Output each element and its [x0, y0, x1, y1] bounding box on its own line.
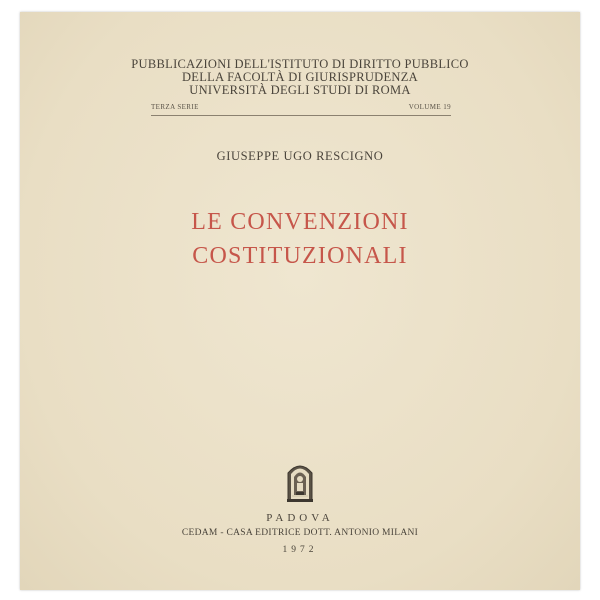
- book-title-line-2: COSTITUZIONALI: [192, 243, 408, 269]
- series-line-1: PUBBLICAZIONI DELL'ISTITUTO DI DIRITTO PUBBLICO: [131, 57, 469, 71]
- header-divider: [151, 115, 451, 116]
- book-title-line-1: LE CONVENZIONI: [191, 209, 409, 235]
- series-line-3: UNIVERSITÀ DEGLI STUDI DI ROMA: [189, 83, 411, 97]
- volume-label: VOLUME 19: [408, 103, 451, 111]
- series-line-2: DELLA FACOLTÀ DI GIURISPRUDENZA: [181, 70, 419, 84]
- publisher-emblem-icon: [284, 459, 316, 503]
- book-title-page: [20, 12, 580, 590]
- imprint-place: PADOVA: [266, 512, 334, 524]
- book-title: [20, 205, 580, 273]
- author-name: GIUSEPPE UGO RESCIGNO: [216, 149, 384, 163]
- series-header: [20, 58, 580, 97]
- series-label: TERZA SERIE: [151, 103, 199, 111]
- imprint-year: 1972: [282, 545, 318, 555]
- imprint-publisher: CEDAM - CASA EDITRICE DOTT. ANTONIO MILANI: [181, 528, 419, 538]
